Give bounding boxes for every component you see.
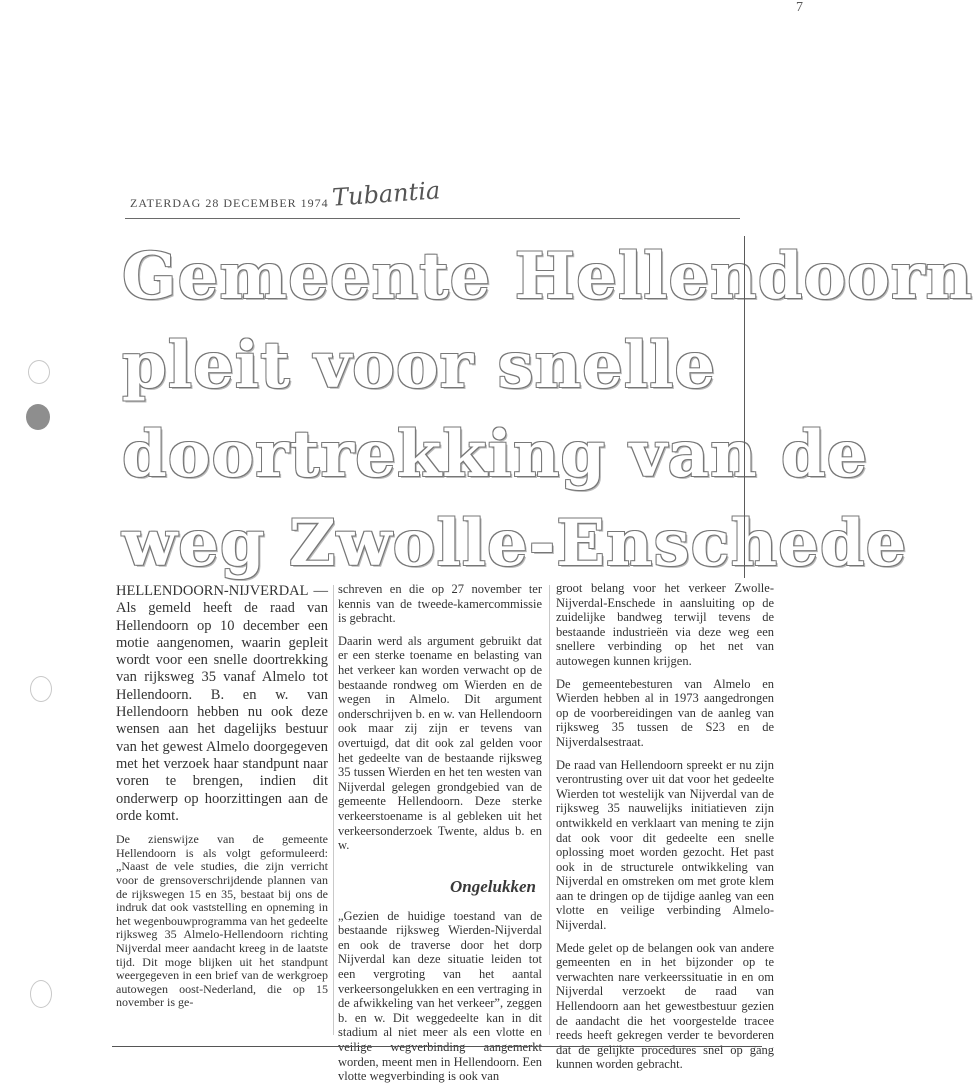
column-divider-2 — [549, 585, 550, 1035]
punch-hole-lower — [30, 676, 52, 702]
paragraph: Daarin werd als argument gebruikt dat er een sterke toename en belasting van het verkeer kan worden verwacht op de bestaande rondweg om Wierden en de wegen in Almelo. Dit argument onderschrijven b. en w. van Hellendoorn ook maar zij zijn er tevens van overtuigd, dat dit ook zal gelden voor het gedeelte van de bestaande rijksweg 35 tussen Wierden en het ten westen van Nijverdal gelegen grondgebied van de gemeente Hellendoorn. Deze sterke verkeerstoename is al gebleken uit het verkeersonderzoek Twente, aldus b. en w. — [338, 633, 542, 853]
lead-paragraph: HELLENDOORN-NIJVERDAL — Als gemeld heeft de raad van Hellendoorn op 10 december een motie aangenomen, waarin gepleit wordt voor een snelle doortrekking van rijksweg 35 vanaf Almelo tot Hellendoorn. B. en w. van Hellendoorn hebben nu ook deze wensen aan het dagelijks bestuur van het gewest Almelo doorgegeven met het verzoek haar standpunt naar voren te brengen, indien dit onderwerp op hoorzittingen aan de orde komt. — [116, 583, 328, 824]
paragraph: Mede gelet op de belangen ook van andere gemeenten en in het bijzonder op te verwachten nare verkeerssituatie in en om Nijverdal verzoekt de raad van Hellendoorn aan het gewestbestuur gezien de aandacht die het voorgestelde tracee reeds heeft gekregen verder te bevorderen dat de gelijkte procedures snel op gang kunnen worden gebracht. — [556, 940, 774, 1072]
paragraph: schreven en die op 27 november ter kennis van de tweede-kamercommissie is gebracht. — [338, 582, 542, 626]
headline-line-2: pleit voor snelle — [122, 328, 717, 403]
article-column-1 — [116, 583, 328, 1018]
column-divider-1 — [333, 585, 334, 1035]
article-column-3 — [556, 581, 774, 1080]
punch-hole-bottom — [30, 980, 52, 1008]
subheading: Ongelukken — [450, 876, 536, 896]
headline-line-3: doortrekking van de — [122, 417, 869, 492]
corner-mark: 7 — [796, 0, 803, 15]
headline-line-4: weg Zwolle-Enschede — [122, 506, 908, 581]
bottom-rule — [112, 1046, 762, 1047]
headline — [122, 232, 973, 588]
handwritten-newspaper-name: Tubantia — [331, 176, 442, 212]
paragraph: De zienswijze van de gemeente Hellendoorn is als volgt geformuleerd: „Naast de vele studies, die zijn verricht voor de grensoverschrijdende plannen van de rijkswegen 15 en 35, bestaat bij ons de indruk dat ook vaststelling en opneming in het wegenbouwprogramma van het gedeelte rijksweg 35 Almelo-Hellendoorn richting Nijverdal meer aandacht kreeg in de laatste tijd. Dit moge blijken uit het standpunt weergegeven in een brief van de werkgroep autowegen oost-Nederland, die op 15 november is ge- — [116, 832, 328, 1010]
headline-line-1: Gemeente Hellendoorn — [122, 239, 973, 314]
paragraph: De gemeentebesturen van Almelo en Wierden hebben al in 1973 aangedrongen op de voorbereidingen van de aanleg van rijksweg 35 tussen de S23 en de Nijverdalsestraat. — [556, 676, 774, 749]
article-column-2 — [338, 582, 542, 1092]
paragraph: De raad van Hellendoorn spreekt er nu zijn verontrusting over uit dat voor het gedeelte Wierden tot westelijk van Nijverdal van de rijksweg 35 nauwelijks initiatieven zijn ontwikkeld en verklaart van mening te zijn dat ook voor dit gedeelte een snelle oplossing moet worden gezocht. Het past ook in de structurele ontwikkeling van Nijverdal en omstreken om met grote klem aan te dringen op de tijdige aanleg van een vlotte en veilige verbinding Almelo-Nijverdal. — [556, 757, 774, 933]
header-rule — [125, 218, 740, 219]
dateline: ZATERDAG 28 DECEMBER 1974 — [130, 196, 329, 210]
punch-hole-top — [28, 360, 50, 384]
headline-side-rule — [744, 236, 745, 578]
punch-hole-middle — [26, 404, 50, 430]
paragraph: „Gezien de huidige toestand van de bestaande rijksweg Wierden-Nijverdal en ook de traverse door het dorp Nijverdal kan deze situatie leiden tot een vergroting van het aantal verkeersongelukken en een vertraging in de afwikkeling van het verkeer”, zeggen b. en w. Dit weggedeelte kan in dit stadium al niet meer als een vlotte en veilige wegverbinding aangemerkt worden, meent men in Hellendoorn. Een vlotte wegverbinding is ook van — [338, 908, 542, 1084]
paragraph: groot belang voor het verkeer Zwolle-Nijverdal-Enschede in aansluiting op de zuidelijke bandweg terwijl tevens de bestaande industrieën via deze weg een snellere verbinding op het net van autowegen kunnen krijgen. — [556, 581, 774, 668]
